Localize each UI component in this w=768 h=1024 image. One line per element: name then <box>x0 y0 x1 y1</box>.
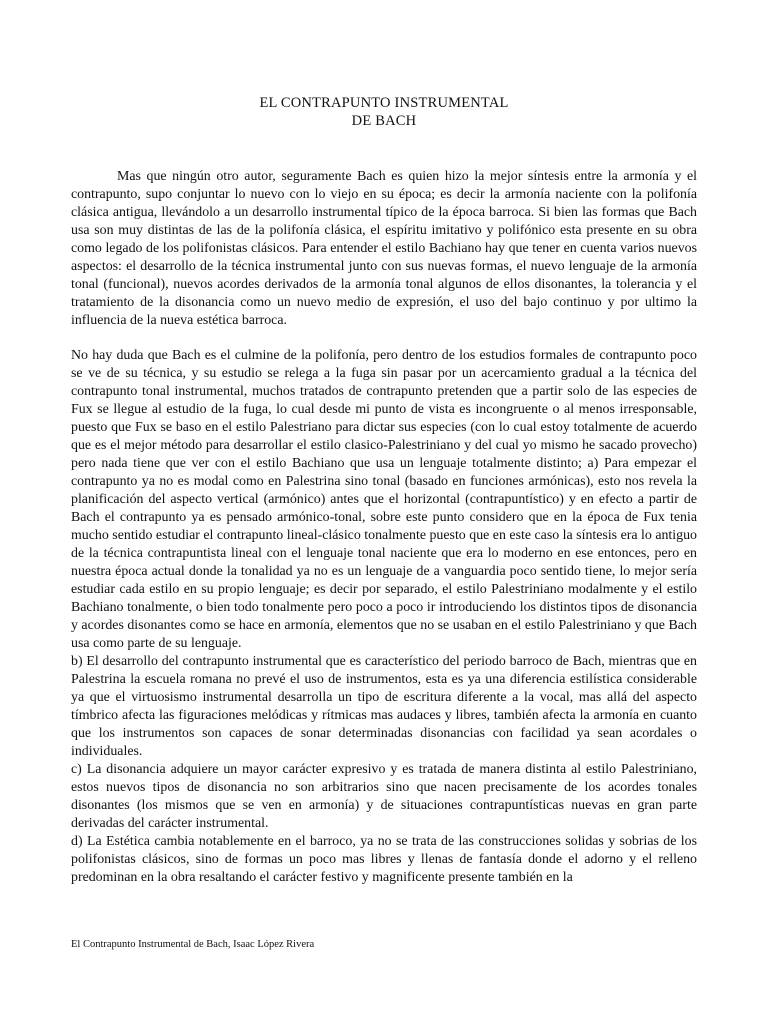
paragraph-intro: Mas que ningún otro autor, seguramente Bach es quien hizo la mejor síntesis entre la armonía y el contrapunto, supo conjuntar lo nuevo con lo viejo en su época; es decir la armonía naciente con la polifonía clásica antigua, llevándolo a un desarrollo instrumental típico de la época barroca. Si bien las formas que Bach usa son muy distintas de las de la polifonía clásica, el espíritu imitativo y polifónico esta presente en su obra como legado de los polifonistas clásicos. Para entender el estilo Bachiano hay que tener en cuenta varios nuevos aspectos: el desarrollo de la técnica instrumental junto con sus nuevas formas, el nuevo lenguaje de la armonía tonal (funcional), nuevos acordes derivados de la armonía tonal algunos de ellos disonantes, la tolerancia y el tratamiento de la disonancia como un nuevo medio de expresión, el uso del bajo continuo y por ultimo la influencia de la nueva estética barroca. <box>71 169 697 328</box>
title-line-2: DE BACH <box>351 113 417 129</box>
document-title <box>0 94 768 130</box>
paragraph-point-c: c) La disonancia adquiere un mayor carácter expresivo y es tratada de manera distinta al estilo Palestriniano, estos nuevos tipos de disonancia no son arbitrarios sino que nacen precisamente de los acordes tonales disonantes (los mismos que se ven en armonía) y de situaciones contrapuntísticas nuevas en gran parte derivadas del carácter instrumental. <box>71 762 697 831</box>
paragraph-main: No hay duda que Bach es el culmine de la polifonía, pero dentro de los estudios formales de contrapunto poco se ve de su técnica, y su estudio se relega a la fuga sin pasar por un acercamiento gradual a la técnica del contrapunto tonal instrumental, muchos tratados de contrapunto pretenden que a partir solo de las especies de Fux se llegue al estudio de la fuga, lo cual desde mi punto de vista es incongruente o al menos irresponsable, puesto que Fux se baso en el estilo Palestriano para dictar sus especies (con lo cual estoy totalmente de acuerdo que es el mejor método para desarrollar el estilo clasico-Palestriniano y del cual yo mismo he sacado provecho) pero nada tiene que ver con el estilo Bachiano que usa un lenguaje totalmente distinto; a) Para empezar el contrapunto ya no es modal como en Palestrina sino tonal (basado en funciones armónicas), esto nos revela la planificación del aspecto vertical (armónico) antes que el horizontal (contrapuntístico) y en efecto a partir de Bach el contrapunto ya es pensado armónico-tonal, sobre este punto considero que en la época de Fux tenia mucho sentido estudiar el contrapunto lineal-clásico tonalmente puesto que en este caso la síntesis era lo antiguo de la técnica contrapuntista lineal con el lenguaje tonal naciente que era lo moderno en ese entonces, pero en nuestra época actual donde la tonalidad ya no es un lenguaje de a vanguardia poco sentido tiene, lo mejor sería estudiar cada estilo en su propio lenguaje; es decir por separado, el estilo Palestriniano modalmente y el estilo Bachiano tonalmente, o bien todo tonalmente pero poco a poco ir introduciendo los distintos tipos de disonancia y acordes disonantes como se hace en armonía, elementos que no se usaban en el estilo Palestriniano y que Bach usa como parte de su lenguaje. <box>71 348 697 651</box>
document-body <box>71 168 697 887</box>
title-line-1: EL CONTRAPUNTO INSTRUMENTAL <box>259 95 509 111</box>
paragraph-point-b: b) El desarrollo del contrapunto instrumental que es característico del periodo barroco de Bach, mientras que en Palestrina la escuela romana no prevé el uso de instrumentos, esta es ya una diferencia estilística considerable ya que el virtuosismo instrumental desarrolla un tipo de escritura diferente a la vocal, mas allá del aspecto tímbrico afecta las figuraciones melódicas y rítmicas mas audaces y libres, también afecta la armonía en cuanto que los instrumentos son capaces de sonar determinadas disonancias con facilidad ya sean acordales o individuales. <box>71 654 697 759</box>
paragraph-point-d: d) La Estética cambia notablemente en el barroco, ya no se trata de las construcciones solidas y sobrias de los polifonistas clásicos, sino de formas un poco mas libres y llenas de fantasía donde el adorno y el relleno predominan en la obra resaltando el carácter festivo y magnificente presente también en la <box>71 834 697 885</box>
page-footer: El Contrapunto Instrumental de Bach, Isaac López Rivera <box>71 939 315 950</box>
